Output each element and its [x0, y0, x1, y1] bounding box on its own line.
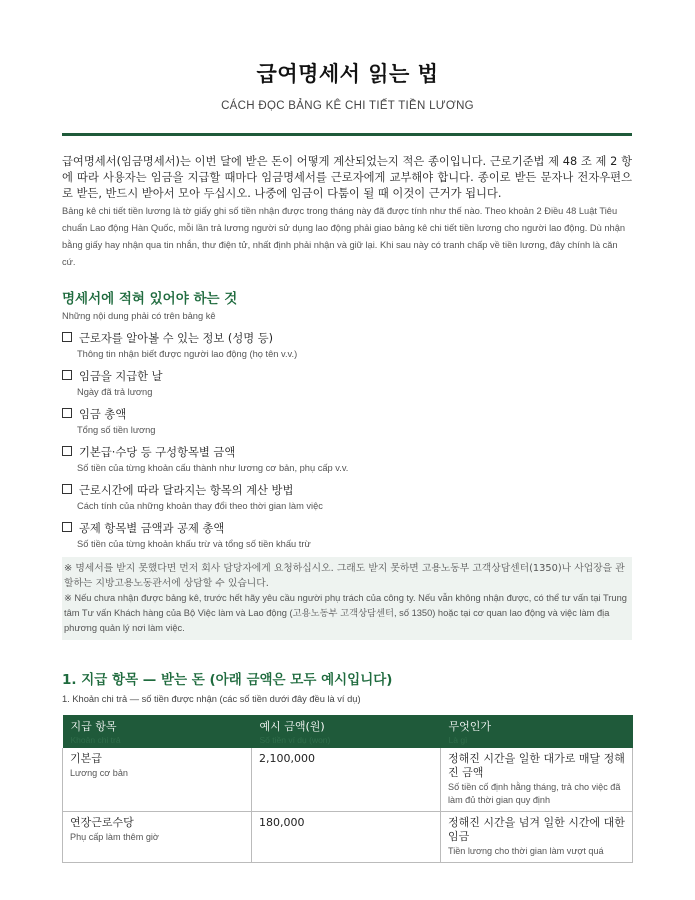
checklist-item [62, 331, 632, 361]
required-checklist [62, 331, 632, 551]
item-description-translation: Tiền lương cho thời gian làm vượt quá [448, 846, 604, 856]
checklist-item-label: 근로시간에 따라 달라지는 항목의 계산 방법 [79, 484, 294, 497]
checkbox-icon [62, 408, 72, 418]
column-header-label: 지급 항목 [70, 720, 117, 733]
intro-paragraph-ko: 급여명세서(임금명세서)는 이번 달에 받은 돈이 어떻게 계산되었는지 적은 종이입니다. 근로기준법 제 48 조 제 2 항에 따라 사용자는 임금을 지급할 때마다 임금명세서를 근로자에게 교부해야 합니다. 종이로 받든 문자나 전자우편으로 받든, 반드시 받아서 모아 두십시오. 나중에 임금이 다툼이 될 때 이것이 근거가 됩니다. [62, 155, 632, 200]
item-amount: 180,000 [259, 816, 305, 829]
checklist-item [62, 407, 632, 437]
checkbox-icon [62, 446, 72, 456]
intro-paragraph-vi: Bảng kê chi tiết tiền lương là tờ giấy ghi số tiền nhận được trong tháng này đã được tính như thế nào. Theo khoản 2 Điều 48 Luật Tiêu chuẩn Lao động Hàn Quốc, mỗi lần trả lương người sử dụng lao động phải giao bảng kê chi tiết tiền lương cho người lao động. Dù nhận bằng giấy hay nhận qua tin nhắn, thư điện tử, nhất định phải nhận và giữ lại. Khi sau này có tranh chấp về tiền lương, đây chính là căn cứ. [62, 206, 626, 267]
table-cell [441, 748, 633, 812]
item-name: 연장근로수당 [70, 816, 134, 829]
checklist-item-label: 기본급·수당 등 구성항목별 금액 [79, 446, 236, 459]
header-divider [62, 133, 632, 136]
checklist-item-label: 공제 항목별 금액과 공제 총액 [79, 522, 225, 535]
section-heading-vi: 1. Khoản chi trả — số tiền được nhận (các số tiền dưới đây đều là ví dụ) [62, 694, 361, 704]
checklist-item-translation: Số tiền của từng khoản cấu thành như lương cơ bản, phụ cấp v.v. [77, 463, 349, 473]
table-cell [441, 812, 633, 863]
item-description: 정해진 시간을 일한 대가로 매달 정해진 금액 [448, 752, 625, 779]
note-ko: ※ 명세서를 받지 못했다면 먼저 회사 담당자에게 요청하십시오. 그래도 받지 못하면 고용노동부 고객상담센터(1350)나 사업장을 관할하는 지방고용노동관서에 상담할 수 있습니다. [64, 563, 625, 589]
column-header-translation: Số tiền ví dụ (won) [259, 735, 331, 745]
column-header [252, 715, 441, 748]
section-heading: 1. 지급 항목 — 받는 돈 (아래 금액은 모두 예시입니다) [62, 672, 393, 688]
checklist-item [62, 521, 632, 551]
column-header [63, 715, 252, 748]
checklist-item-translation: Thông tin nhận biết được người lao động (họ tên v.v.) [77, 349, 298, 359]
section-pay-items [62, 668, 632, 863]
required-heading-vi: Những nội dung phải có trên bảng kê [62, 311, 216, 321]
column-header-label: 예시 금액(원) [259, 720, 325, 733]
main-content [62, 154, 632, 640]
page-subtitle: CÁCH ĐỌC BẢNG KÊ CHI TIẾT TIỀN LƯƠNG [221, 100, 474, 112]
checklist-item-translation: Cách tính của những khoản thay đổi theo thời gian làm việc [77, 501, 323, 511]
item-description-translation: Số tiền cố định hằng tháng, trả cho việc đã làm đủ thời gian quy định [448, 782, 621, 805]
checkbox-icon [62, 332, 72, 342]
checklist-item-translation: Số tiền của từng khoản khấu trừ và tổng số tiền khấu trừ [77, 539, 311, 549]
column-header [441, 715, 633, 748]
table-cell [252, 812, 441, 863]
note-box [62, 557, 632, 640]
table-row [63, 748, 633, 812]
checkbox-icon [62, 370, 72, 380]
note-vi: ※ Nếu chưa nhận được bảng kê, trước hết hãy yêu cầu người phụ trách của công ty. Nếu vẫn không nhận được, có thể tư vấn tại Trung tâm Tư vấn Khách hàng của Bộ Việc làm và Lao động (고용노동부 고객상담센터, số 1350) hoặc tại cơ quan lao động và việc làm địa phương quản lý nơi làm việc. [64, 593, 627, 633]
document-header [0, 0, 695, 112]
checklist-item [62, 483, 632, 513]
checklist-item-translation: Ngày đã trả lương [77, 387, 153, 397]
checklist-item [62, 369, 632, 399]
column-header-translation: Khoản chi trả [70, 735, 121, 745]
item-name-translation: Phụ cấp làm thêm giờ [70, 832, 159, 842]
column-header-translation: Là gì [448, 735, 468, 745]
checkbox-icon [62, 522, 72, 532]
column-header-label: 무엇인가 [448, 720, 492, 733]
pay-items-table [62, 715, 633, 863]
checklist-item [62, 445, 632, 475]
page-title: 급여명세서 읽는 법 [256, 62, 439, 86]
table-cell [252, 748, 441, 812]
checkbox-icon [62, 484, 72, 494]
table-row [63, 812, 633, 863]
item-name-translation: Lương cơ bản [70, 768, 128, 778]
required-heading: 명세서에 적혀 있어야 하는 것 [62, 291, 238, 307]
checklist-item-label: 근로자를 알아볼 수 있는 정보 (성명 등) [79, 332, 274, 345]
checklist-item-translation: Tổng số tiền lương [77, 425, 156, 435]
table-header-row [63, 715, 633, 748]
item-description: 정해진 시간을 넘겨 일한 시간에 대한 임금 [448, 816, 625, 843]
item-name: 기본급 [70, 752, 102, 765]
table-cell [63, 812, 252, 863]
table-cell [63, 748, 252, 812]
item-amount: 2,100,000 [259, 752, 315, 765]
checklist-item-label: 임금을 지급한 날 [79, 370, 163, 383]
checklist-item-label: 임금 총액 [79, 408, 127, 421]
